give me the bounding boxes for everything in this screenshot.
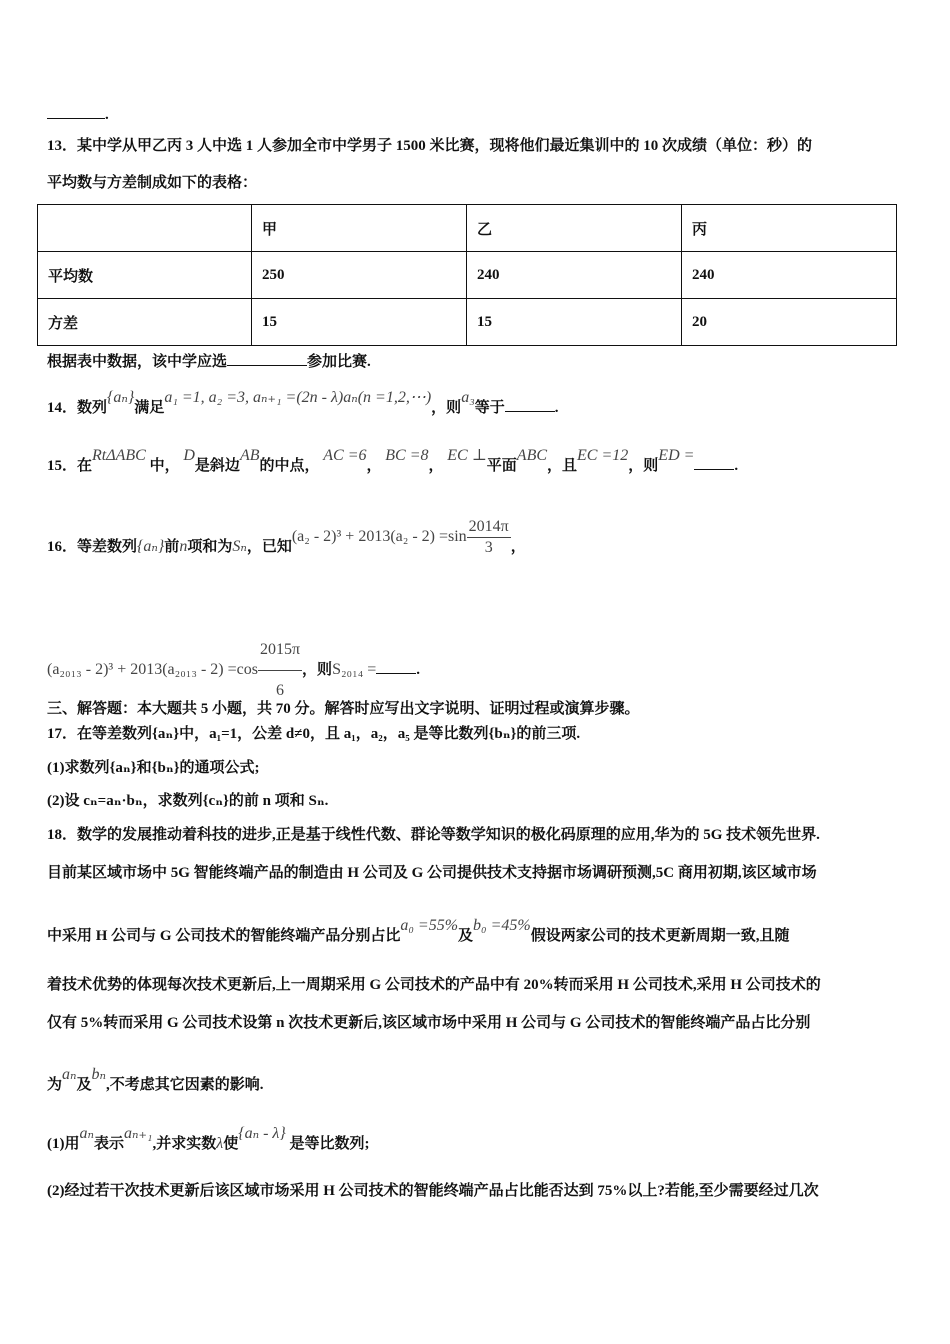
math: D [183,447,195,464]
answer-blank [505,397,555,412]
text: . [416,661,421,678]
table-cell: 方差 [38,299,252,346]
math: {aₙ} [137,537,165,555]
math: (a₂ - 2)³ + 2013(a₂ - 2) =sin [291,527,467,545]
q18-part1 [47,1125,370,1154]
text: ，则 [431,400,462,416]
table-cell [38,205,252,252]
answer-blank-line [47,104,109,125]
table-cell: 平均数 [38,252,252,299]
table-cell: 丙 [681,205,896,252]
text: 中采用 H 公司与 G 公司技术的智能终端产品分别占比 [47,928,401,944]
text: 为 [47,1077,63,1093]
answer-blank [376,659,416,674]
text: (1)用 [47,1136,80,1152]
numerator: 2015π [258,630,302,671]
text: 14．数列 [47,400,108,416]
q13-line1: 13．某中学从甲乙丙 3 人中选 1 人参加全市中学男子 1500 米比赛，现将他们最近集训中的 10 次成绩（单位：秒）的 [47,138,813,154]
text: ，则 [302,661,333,678]
text: 是斜边 [194,458,240,474]
q15 [47,447,739,476]
table-cell: 15 [251,299,466,346]
math: S₂₀₁₄ = [332,660,377,678]
math: (a₂₀₁₃ - 2)³ + 2013(a₂₀₁₃ - 2) =cos [47,660,258,678]
math: ABC [516,447,548,464]
table-cell: 250 [251,252,466,299]
text: 等于 [474,400,505,416]
text: 平面 [486,458,517,474]
q17-stem: 17．在等差数列{aₙ}中，a₁=1，公差 d≠0，且 a₁，a₂，a₅ 是等比数列{bₙ}的前三项. [47,726,581,742]
text: 的中点， [259,458,320,474]
table-cell: 240 [681,252,896,299]
q13-answer-line [47,351,371,372]
denominator: 6 [276,682,284,699]
text: 表示 [93,1136,124,1152]
math: aₙ₊₁ [124,1125,153,1142]
text: ，且 [547,458,578,474]
table-cell: 甲 [251,205,466,252]
math: Sₙ [232,537,247,555]
text: 15．在 [47,458,93,474]
text: ， [428,458,444,474]
fraction [467,517,511,558]
text: 及 [458,928,474,944]
math: AC =6 [323,447,367,464]
q18-line3 [47,917,790,946]
q14 [47,389,559,418]
q13-line2: 平均数与方差制成如下的表格： [47,175,258,191]
math: aₙ [62,1066,77,1083]
math: b₀ =45% [473,917,531,934]
q18-line1: 18．数学的发展推动着科技的进步,正是基于线性代数、群论等数学知识的极化码原理的应用,华为的 5G 技术领先世界. [47,827,820,843]
q18-line6 [47,1066,264,1095]
q17-part1: (1)求数列{aₙ}和{bₙ}的通项公式; [47,760,260,776]
text: 参加比赛. [307,354,371,370]
q18-line2: 目前某区域市场中 5G 智能终端产品的制造由 H 公司及 G 公司提供技术支持据市场调研预测,5C 商用初期,该区域市场 [47,865,817,881]
math: a₁ =1, a₂ =3, aₙ₊₁ =(2n - λ)aₙ(n =1,2,⋯) [164,389,432,406]
math: {aₙ - λ} [238,1125,286,1142]
math: EC ⊥ [447,447,487,464]
math: λ [216,1135,224,1152]
q18-line4: 着技术优势的体现每次技术更新后,上一周期采用 G 公司技术的产品中有 20%转而采用 H 公司技术,采用 H 公司技术的 [47,977,821,993]
math: AB [239,447,260,464]
score-table [37,204,897,346]
math: bₙ [91,1066,106,1083]
math: RtΔABC [92,447,146,464]
numerator: 2014π [467,517,511,538]
math: {aₙ} [107,389,135,406]
q17-part2: (2)设 cₙ=aₙ·bₙ，求数列{cₙ}的前 n 项和 Sₙ. [47,793,329,809]
math: ED = [658,447,695,464]
table-cell: 15 [466,299,681,346]
text: 中， [149,458,180,474]
text: 前 [164,538,180,555]
text: ， [366,458,382,474]
math: a₃ [461,389,475,406]
section-3-heading: 三、解答题：本大题共 5 小题，共 70 分。解答时应写出文字说明、证明过程或演算步骤。 [47,701,640,717]
denominator: 3 [484,539,493,556]
text: ,并求实数 [152,1136,217,1152]
text: . [734,458,739,474]
answer-blank [694,455,734,470]
math: n [179,537,188,555]
math: EC =12 [577,447,629,464]
text: 假设两家公司的技术更新周期一致,且随 [530,928,790,944]
text: 根据表中数据，该中学应选 [47,354,228,370]
text: 使 [223,1136,239,1152]
text: ,不考虑其它因素的影响. [106,1077,264,1093]
math: BC =8 [385,447,429,464]
table-cell: 乙 [466,205,681,252]
period: . [105,107,109,123]
text: 16．等差数列 [47,538,138,555]
text: 满足 [134,400,165,416]
math: a₀ =55% [400,917,459,934]
text: . [554,400,559,416]
math: aₙ [79,1125,94,1142]
text: ， [510,538,526,555]
text: ，已知 [246,538,292,555]
text: 项和为 [187,538,233,555]
q18-part2: (2)经过若干次技术更新后该区域市场采用 H 公司技术的智能终端产品占比能否达到 75%以上?若能,至少需要经过几次 [47,1183,819,1199]
table-row [38,299,897,346]
text: 是等比数列; [289,1136,370,1152]
text: ，则 [628,458,659,474]
table-row [38,252,897,299]
text: 及 [76,1077,92,1093]
table-cell: 240 [466,252,681,299]
table-row [38,205,897,252]
answer-blank [227,351,307,366]
q18-line5: 仅有 5%转而采用 G 公司技术设第 n 次技术更新后,该区域市场中采用 H 公司与 G 公司技术的智能终端产品占比分别 [47,1015,811,1031]
table-cell: 20 [681,299,896,346]
